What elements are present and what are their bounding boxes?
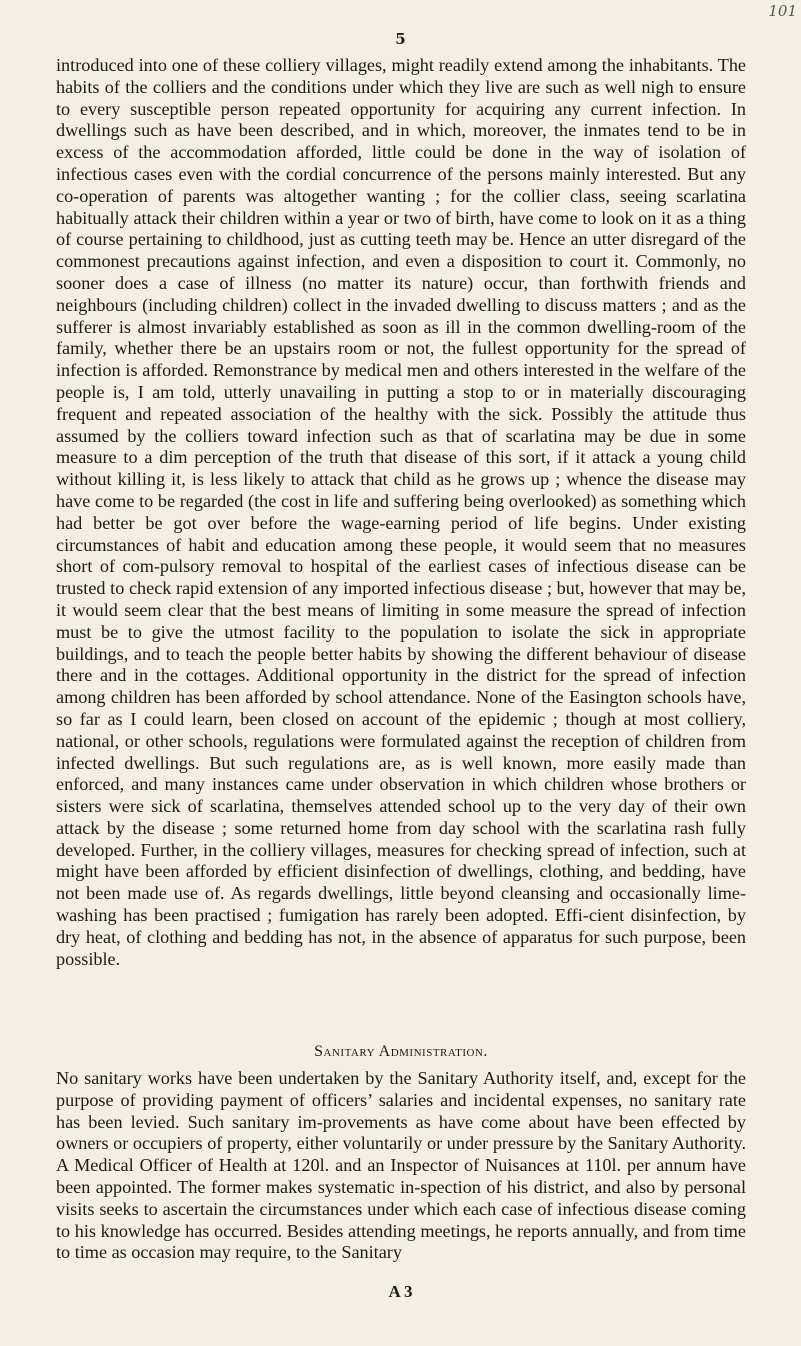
printer-signature-mark: A 3: [388, 1282, 413, 1301]
corner-mark: 101: [768, 2, 797, 20]
section-heading: Sanitary Administration.: [314, 1043, 488, 1060]
body-paragraph-2: No sanitary works have been undertaken by the Sanitary Authority itself, and, except for the purpose of providing payment of officers’ salaries and incidental expenses, no sanitary rate has been levied. Such sanitary im-provements as have come about have been effected by owners or occupiers of property, either voluntarily or under pressure by the Sanitary Authority. A Medical Officer of Health at 120l. and an Inspector of Nuisances at 110l. per annum have been appointed. The former makes systematic in-spection of his district, and also by personal visits seeks to ascertain the circumstances under which each case of infectious disease coming to his knowledge has occurred. Besides attending meetings, he reports annually, and from time to time as occasion may require, to the Sanitary: [56, 1068, 746, 1263]
page-number: 5: [395, 30, 406, 48]
body-paragraph: introduced into one of these colliery villages, might readily extend among the inhabitants. The habits of the colliers and the conditions under which they live are such as well nigh to ensure to every susceptible person repeated opportunity for acquiring any current infection. In dwellings such as have been described, and in which, moreover, the inmates tend to be in excess of the accommodation afforded, little could be done in the way of isolation of infectious cases even with the cordial concurrence of the persons mainly interested. But any co-operation of parents was altogether wanting ; for the collier class, seeing scarlatina habitually attack their children within a year or two of birth, have come to look on it as a thing of course pertaining to childhood, just as cutting teeth may be. Hence an utter disregard of the commonest precautions against infection, and even a disposition to court it. Commonly, no sooner does a case of illness (no matter its nature) occur, than forthwith friends and neighbours (including children) collect in the invaded dwelling to discuss matters ; and as the sufferer is almost invariably established as soon as ill in the common dwelling-room of the family, whether there be an upstairs room or not, the fullest opportunity for the spread of infection is afforded. Remonstrance by medical men and others interested in the welfare of the people is, I am told, utterly unavailing in putting a stop to or in materially discouraging frequent and repeated association of the healthy with the sick. Possibly the attitude thus assumed by the colliers toward infection such as that of scarlatina may be due in some measure to a dim perception of the truth that disease of this sort, if it attack a young child without killing it, is less likely to attack that child as he grows up ; whence the disease may have come to be regarded (the cost in life and suffering being overlooked) as something which had better be got over before the wage-earning period of life begins. Under existing circumstances of habit and education among these people, it would seem that no measures short of com-pulsory removal to hospital of the earliest cases of infectious disease can be trusted to check rapid extension of any imported infectious disease ; but, however that may be, it would seem clear that the best means of limiting in some measure the spread of infection must be to give the utmost facility to the population to isolate the sick in appropriate buildings, and to teach the people better habits by showing the different behaviour of disease there and in the cottages. Additional opportunity in the district for the spread of infection among children has been afforded by school attendance. None of the Easington schools have, so far as I could learn, been closed on account of the epidemic ; though at most colliery, national, or other schools, regulations were formulated against the reception of children from infected dwellings. But such regulations are, as is well known, more easily made than enforced, and many instances came under observation in which children whose brothers or sisters were sick of scarlatina, themselves attended school up to the very day of their own attack by the disease ; some returned home from day school with the scarlatina rash fully developed. Further, in the colliery villages, measures for checking spread of infection, such at might have been afforded by efficient disinfection of dwellings, clothing, and bedding, have not been made use of. As regards dwellings, little beyond cleansing and occasionally lime-washing has been practised ; fumigation has rarely been adopted. Effi-cient disinfection, by dry heat, of clothing and bedding has not, in the absence of apparatus for such purpose, been possible.: [56, 55, 746, 969]
